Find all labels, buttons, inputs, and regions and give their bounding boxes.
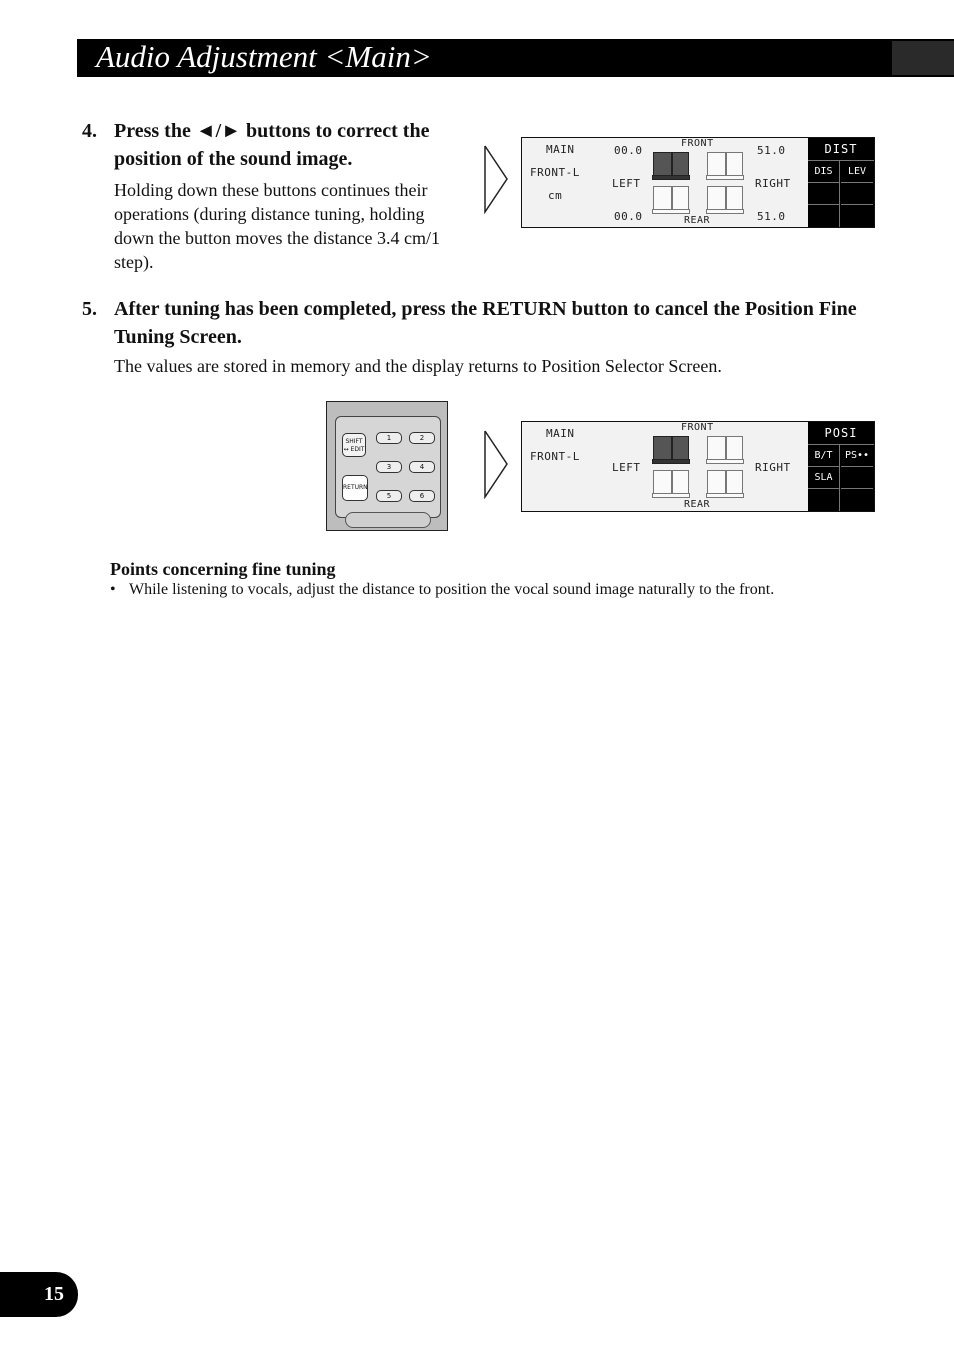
remote-return-button: [342, 475, 368, 501]
remote-control-illustration: [326, 401, 448, 531]
lcd-left-label: LEFT: [612, 177, 641, 190]
page-title: Audio Adjustment <Main>: [96, 39, 432, 74]
speaker-rear-left-icon: [653, 470, 689, 494]
header-bar: [77, 39, 954, 77]
speaker-rear-right-icon: [707, 186, 743, 210]
lcd-position-label: FRONT-L: [530, 166, 580, 179]
remote-shift-button: [342, 433, 366, 457]
lcd-right-label: RIGHT: [755, 461, 791, 474]
speaker-base-icon: [652, 493, 690, 498]
speaker-base-icon: [706, 459, 744, 464]
lcd-menu-empty-cell: [841, 183, 873, 205]
step-4-number: 4.: [82, 120, 97, 142]
lcd-menu-item-lev: LEV: [841, 161, 873, 183]
remote-keypad-area: [335, 416, 441, 518]
lcd-front-label: FRONT: [681, 422, 714, 433]
remote-number-4-button: 4: [409, 461, 435, 473]
remote-edit-label: ↔ EDIT: [343, 446, 365, 453]
remote-number-3-button: 3: [376, 461, 402, 473]
speaker-base-icon: [652, 175, 690, 180]
arrow-right-icon: [483, 429, 509, 499]
lcd-menu-empty-cell: [841, 467, 873, 489]
remote-return-label: RETURN: [343, 484, 368, 491]
remote-number-2-button: 2: [409, 432, 435, 444]
lcd-menu-panel: [808, 422, 874, 511]
lcd-mode-label: MAIN: [546, 143, 575, 156]
lcd-menu-empty-cell: [808, 205, 840, 227]
speaker-base-icon: [706, 493, 744, 498]
lcd-distance-screen: [521, 137, 875, 228]
speaker-base-icon: [652, 209, 690, 214]
remote-number-6-button: 6: [409, 490, 435, 502]
speaker-rear-right-icon: [707, 470, 743, 494]
speaker-base-icon: [706, 209, 744, 214]
step-4-body: Holding down these buttons continues their operations (during distance tuning, holding down the button moves the distance 3.4 cm/1 step).: [114, 180, 440, 272]
speaker-base-icon: [706, 175, 744, 180]
lcd-right-label: RIGHT: [755, 177, 791, 190]
lcd-menu-empty-cell: [808, 183, 840, 205]
lcd-right-bottom-value: 51.0: [757, 210, 786, 223]
lcd-menu-item-dis: DIS: [808, 161, 840, 183]
page-number: 15: [44, 1283, 64, 1305]
lcd-menu-title: POSI: [808, 422, 874, 445]
page-number-tab: [0, 1272, 78, 1317]
lcd-right-top-value: 51.0: [757, 144, 786, 157]
speaker-front-right-icon: [707, 152, 743, 176]
speaker-base-icon: [652, 459, 690, 464]
step-5-number: 5.: [82, 298, 97, 320]
lcd-position-label: FRONT-L: [530, 450, 580, 463]
points-text: While listening to vocals, adjust the distance to position the vocal sound image naturally to the front.: [129, 581, 775, 598]
step-5-heading: After tuning has been completed, press the RETURN button to cancel the Position Fine Tuning Screen.: [114, 298, 857, 348]
lcd-front-label: FRONT: [681, 138, 714, 149]
lcd-left-top-value: 00.0: [614, 144, 643, 157]
lcd-menu-panel: [808, 138, 874, 227]
speaker-front-right-icon: [707, 436, 743, 460]
lcd-menu-item-bt: B/T: [808, 445, 840, 467]
lcd-menu-empty-cell: [841, 205, 873, 227]
lcd-unit-label: cm: [548, 189, 563, 202]
step-4-heading: Press the ◄/► buttons to correct the position of the sound image.: [114, 120, 430, 170]
lcd-menu-item-sla: SLA: [808, 467, 840, 489]
speaker-front-left-selected-icon: [653, 152, 689, 176]
remote-number-5-button: 5: [376, 490, 402, 502]
lcd-rear-label: REAR: [684, 215, 711, 226]
speaker-front-left-selected-icon: [653, 436, 689, 460]
lcd-menu-empty-cell: [808, 489, 840, 511]
remote-bottom-edge: [345, 512, 431, 528]
arrow-right-icon: [483, 144, 509, 214]
lcd-menu-item-ps: PS••: [841, 445, 873, 467]
lcd-left-label: LEFT: [612, 461, 641, 474]
lcd-menu-title: DIST: [808, 138, 874, 161]
step-5-body: The values are stored in memory and the display returns to Position Selector Screen.: [114, 356, 722, 376]
lcd-left-bottom-value: 00.0: [614, 210, 643, 223]
speaker-rear-left-icon: [653, 186, 689, 210]
lcd-mode-label: MAIN: [546, 427, 575, 440]
lcd-position-selector-screen: [521, 421, 875, 512]
remote-shift-label: SHIFT: [345, 438, 363, 445]
points-title: Points concerning fine tuning: [110, 559, 336, 579]
lcd-rear-label: REAR: [684, 499, 711, 510]
remote-number-1-button: 1: [376, 432, 402, 444]
header-tab-marker: [892, 41, 954, 75]
lcd-menu-empty-cell: [841, 489, 873, 511]
points-bullet-icon: •: [110, 581, 116, 598]
